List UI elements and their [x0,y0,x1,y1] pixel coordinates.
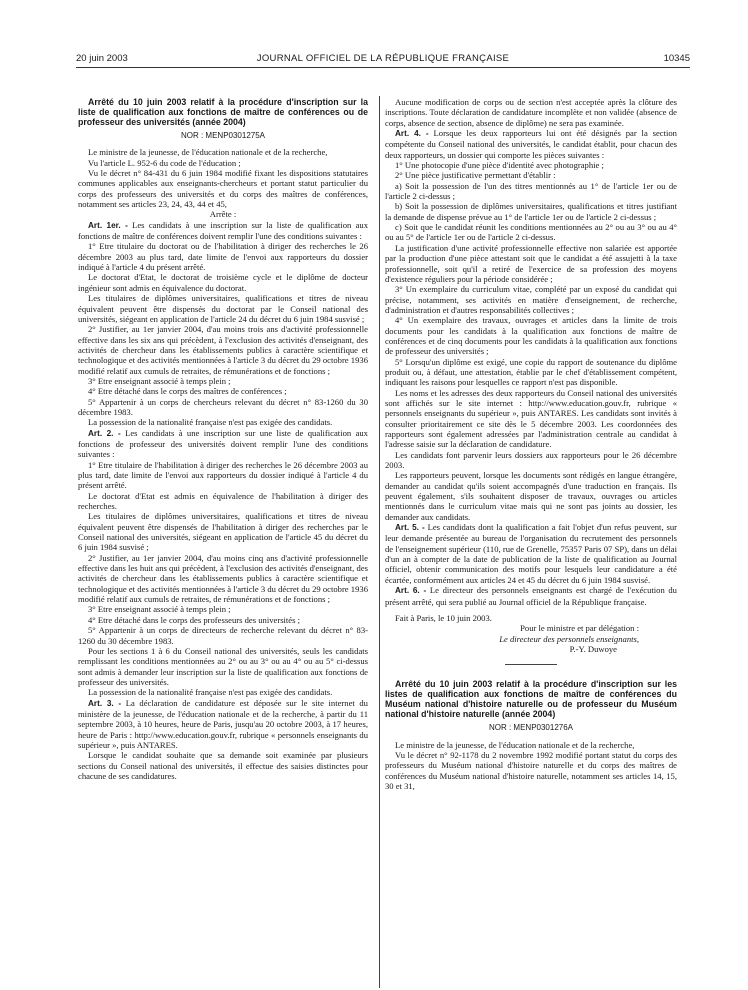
paragraph: Art. 1er. - Les candidats à une inscription sur la liste de qualification aux fonctions de maître de conférences doivent remplir l'une des conditions suivantes : [78,219,368,242]
paragraph: La justification d'une activité professionnelle effective non salariée est apportée par la production d'une pièce attestant soit que le candidat a été assujetti à la taxe professionnelle, soit qu'il a retiré de l'exercice de sa profession des moyens d'existence réguliers pour la période considérée ; [385,242,677,284]
decree-heading: Arrêté du 10 juin 2003 relatif à la procédure d'inscription sur la liste de qualification aux fonctions de maître de conférences ou de professeur des universités (année 2004) [78,97,368,127]
second-decree-paragraphs [385,740,677,792]
paragraph: Vu le décret n° 92-1178 du 2 novembre 1992 modifié portant statut du corps des professeurs du Muséum national d'histoire naturelle et du corps des maîtres de conférences du Muséum national d'histoire naturelle, notamment ses articles 14, 15, 30 et 31, [385,749,677,791]
paragraph: Vu l'article L. 952-6 du code de l'éducation ; [88,157,241,168]
paragraph: 1° Etre titulaire du doctorat ou de l'habilitation à diriger des recherches le 26 décembre 2003 au plus tard, date limite de l'envoi aux rapporteurs du dossier indiqué à l'article 4 du présent arrêté. [78,241,368,273]
paragraph: 5° Appartenir à un corps de chercheurs relevant du décret n° 83-1260 du 30 décembre 1983. [78,396,368,417]
left-paragraphs [78,147,368,781]
page-number: 10345 [663,53,690,64]
paragraph: Vu le décret n° 84-431 du 6 juin 1984 modifié fixant les dispositions statutaires communes applicables aux enseignants-chercheurs et portant statut particulier du corps des professeurs des universités et du corps des maîtres de conférences, notamment ses articles 23, 24, 43, 44 et 45, [78,168,368,210]
paragraph: 4° Un exemplaire des travaux, ouvrages et articles dans la limite de trois documents pour les candidats à la qualification aux fonctions de maître de conférences et de cinq documents pour les candidats à la qualification aux fonctions de professeur des universités ; [385,315,677,357]
nor-reference: NOR : MENP0301275A [180,131,266,140]
paragraph: Les candidats font parvenir leurs dossiers aux rapporteurs pour le 26 décembre 2003. [385,449,677,471]
paragraph: Art. 4. - Lorsque les deux rapporteurs lui ont été désignés par la section compétente du Conseil national des universités, le candidat établit, pour chacun des deux rapporteurs, un dossier qui comporte les pièces suivantes : [385,128,677,160]
paragraph: Art. 5. - Les candidats dont la qualification a fait l'objet d'un refus peuvent, sur leur demande présentée au bureau de l'organisation du recrutement des personnels de l'enseignement supérieur (110, rue de Grenelle, 75357 Paris 07 SP), dans un délai d'un an à compter de la date de publication de la liste de qualification au Journal officiel, obtenir communication des motifs pour lesquels leur candidature a été écartée, conformément aux articles 24 et 45 du décret du 6 juin 1984 susvisé. [385,522,677,585]
paragraph: La possession de la nationalité française n'est pas exigée des candidats. [88,417,333,428]
right-paragraphs [385,97,677,623]
paragraph: Les noms et les adresses des deux rapporteurs du Conseil national des universités sont affichés sur le site internet : http://www.education.gouv.fr, rubrique « personnels enseignants du supérieur », puis ANTARES. Les candidats sont invités à consulter prioritairement ce site dès le 5 décembre 2003. Les coordonnées des rapporteurs sont également adressées par l'administration centrale au candidat à l'adresse saisie sur la déclaration de candidature. [385,387,677,450]
paragraph: 5° Lorsqu'un diplôme est exigé, une copie du rapport de soutenance du diplôme produit ou, à défaut, une attestation, établie par le chef d'établissement compétent, indiquant les raisons pour lesquelles ce rapport n'est pas disponible. [385,356,677,388]
paragraph: Art. 6. - Le directeur des personnels enseignants est chargé de l'exécution du présent arrêté, qui sera publié au Journal officiel de la République française. [385,585,677,607]
paragraph: Les rapporteurs peuvent, lorsque les documents sont rédigés en langue étrangère, demander au candidat qu'ils soient accompagnés d'une traduction en français. Ils peuvent également, s'ils souhaitent disposer de travaux, ouvrages ou articles mentionnés dans le curriculum vitae mais qui ne sont pas joints au dossier, les demander aux candidats. [385,470,677,522]
paragraph: La possession de la nationalité française n'est pas exigée des candidats. [88,687,333,698]
paragraph: a) Soit la possession de l'un des titres mentionnés au 1° de l'article 1er ou de l'article 2 ci-dessus ; [385,180,677,202]
paragraph: b) Soit la possession de diplômes universitaires, qualifications et titres justifiant la demande de dispense prévue au 1° de l'article 1er ou de l'article 2 ci-dessus ; [385,201,677,222]
right-column [385,97,677,791]
paragraph: 1° Une photocopie d'une pièce d'identité avec photographie ; [395,160,604,171]
signature-block [385,623,677,654]
paragraph: Les titulaires de diplômes universitaires, qualifications et titres de niveau équivalent peuvent être dispensés du doctorat par le Conseil national des universités, siégeant en application de l'article 24 du décret du 6 juin 1984 susvisé ; [78,293,368,324]
paragraph: Art. 2. - Les candidats à une inscription sur une liste de qualification aux fonctions de professeur des universités doivent remplir l'une des conditions suivantes : [78,427,368,460]
header-rule [76,67,690,68]
paragraph: Le doctorat d'Etat est admis en équivalence de l'habilitation à diriger des recherches. [78,490,368,512]
paragraph: Fait à Paris, le 10 juin 2003. [395,612,492,623]
second-nor-reference: NOR : MENP0301276A [488,723,574,733]
paragraph: Le doctorat d'Etat, le doctorat de troisième cycle et le diplôme de docteur ingénieur sont admis en équivalence du doctorat. [78,272,368,293]
paragraph: 5° Appartenir à un corps de directeurs de recherche relevant du décret n° 83-1260 du 30 décembre 1983. [78,625,368,646]
paragraph: 2° Justifier, au 1er janvier 2004, d'au moins cinq ans d'activité professionnelle effective dans les huit ans qui précèdent, à l'exclusion des activités d'enseignant, des activités de chercheur dans les établissements publics à caractère scientifique et technologique et des activités mentionnées à l'article 3 du décret du 29 octobre 1936 modifié relatif aux cumuls de retraites, de rémunérations et de fonctions ; [78,552,368,605]
paragraph: 3° Etre enseignant associé à temps plein ; [88,375,231,386]
paragraph: Arrête : [209,209,237,220]
paragraph: 4° Etre détaché dans le corps des professeurs des universités ; [88,614,301,625]
paragraph: Lorsque le candidat souhaite que sa demande soit examinée par plusieurs sections du Conseil national des universités, il effectue des saisies distinctes pour chacune de ses candidatures. [78,750,368,781]
paragraph: Art. 3. - La déclaration de candidature est déposée sur le site internet du ministère de la jeunesse, de l'éducation nationale et de la recherche, à partir du 11 septembre 2003, à 10 heures, heure de Paris, jusqu'au 20 octobre 2003, à 17 heures, heure de Paris : http://www.education.gouv.fr, rubrique « personnels enseignants du supérieur », puis ANTARES. [78,697,368,750]
paragraph: 4° Etre détaché dans le corps des maîtres de conférences ; [88,386,287,397]
paragraph: Les titulaires de diplômes universitaires, qualifications et titres de niveau équivalent peuvent être dispensés de l'habilitation à diriger des recherches par le Conseil national des universités, siégeant en application de l'article 45 du décret du 6 juin 1984 susvisé ; [78,511,368,553]
left-column [78,97,368,781]
signature-name: P.-Y. Duwoye [569,643,617,654]
paragraph: Le ministre de la jeunesse, de l'éducation nationale et de la recherche, [395,739,635,750]
paragraph: 3° Un exemplaire du curriculum vitae, complété par un exposé du candidat qui précise, notamment, ses activités en matière d'enseignement, de recherche, d'administration et d'autres responsabilités collectives ; [385,284,677,315]
paragraph: Aucune modification de corps ou de section n'est acceptée après la clôture des inscriptions. Toute déclaration de candidature incomplète et non validée (absence de corps, absence de section, absence de diplôme) ne sera pas examinée. [385,97,677,128]
section-separator [505,664,557,665]
signature-line-1: Pour le ministre et par délégation : [520,623,639,634]
paragraph: Pour les sections 1 à 6 du Conseil national des universités, seuls les candidats remplissant les conditions mentionnées au 2° ou au 3° ou au 4° ou au 5° ci-dessus sont admis à demander leur inscription sur la liste de qualification aux fonctions de professeur des universités. [78,645,368,687]
journal-title: JOURNAL OFFICIEL DE LA RÉPUBLIQUE FRANÇAISE [256,53,510,64]
column-divider [379,96,380,988]
second-decree-heading: Arrêté du 10 juin 2003 relatif à la procédure d'inscription sur les listes de qualification aux fonctions de maître de conférences du Muséum national d'histoire naturelle ou de professeur du Muséum national d'histoire naturelle (année 2004) [385,679,677,720]
paragraph: 2° Justifier, au 1er janvier 2004, d'au moins trois ans d'activité professionnelle effective dans les six ans qui précèdent, à l'exclusion des activités d'enseignant, des activités de chercheur dans les établissements publics à caractère scientifique et technologique et des activités mentionnées à l'article 3 du décret du 29 octobre 1936 modifié relatif aux cumuls de retraites, de rémunérations et de fonctions ; [78,324,368,376]
paragraph: c) Soit que le candidat réunit les conditions mentionnées au 2° ou au 3° ou au 4° ou au 5° de l'article 1er ou de l'article 2 ci-dessus. [385,222,677,243]
paragraph: 2° Une pièce justificative permettant d'établir : [395,170,556,181]
paragraph: Le ministre de la jeunesse, de l'éducation nationale et de la recherche, [88,147,328,158]
signature-line-2: Le directeur des personnels enseignants, [499,633,639,644]
page-header [76,53,690,67]
header-date: 20 juin 2003 [76,53,128,64]
paragraph: 1° Etre titulaire de l'habilitation à diriger des recherches le 26 décembre 2003 au plus tard, date limite de l'envoi aux rapporteurs du dossier indiqué à l'article 4 du présent arrêté. [78,459,368,491]
paragraph: 3° Etre enseignant associé à temps plein ; [88,604,231,615]
